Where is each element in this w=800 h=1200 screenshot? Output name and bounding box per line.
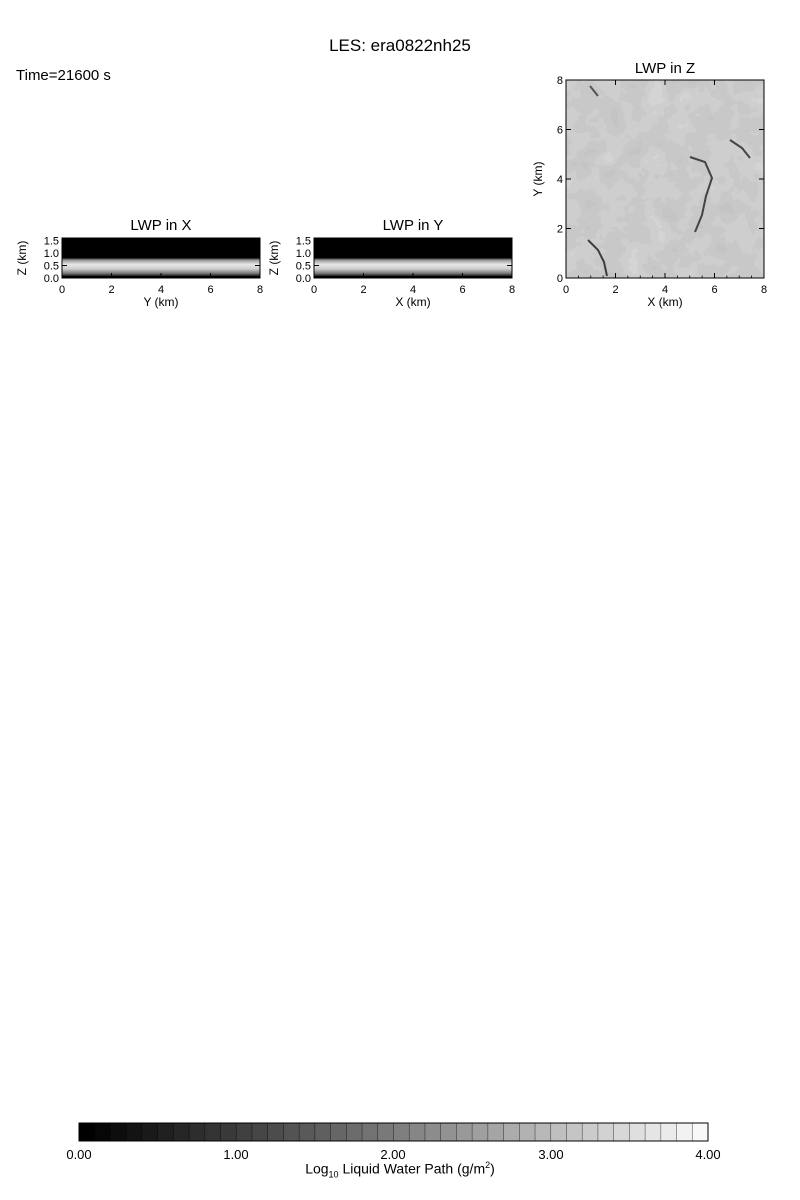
colorbar-step: [425, 1123, 441, 1141]
colorbar-step: [692, 1123, 708, 1141]
x-tick-label: 2: [360, 284, 367, 296]
colorbar-step: [378, 1123, 394, 1141]
x-tick-label: 4: [409, 284, 417, 296]
colorbar-label-subscript: 10: [328, 1169, 339, 1180]
panel-x-title: LWP in X: [130, 217, 192, 234]
colorbar-label-suffix: ): [490, 1160, 495, 1177]
colorbar-step: [661, 1123, 677, 1141]
x-tick-label: 4: [661, 284, 669, 296]
colorbar-step: [441, 1123, 457, 1141]
time-label: Time=21600 s: [16, 67, 111, 84]
colorbar-label-superscript: 2: [485, 1160, 491, 1170]
colorbar-step: [519, 1123, 535, 1141]
colorbar: [79, 1123, 709, 1141]
colorbar-step: [173, 1123, 189, 1141]
y-tick-label: 0.0: [43, 273, 59, 285]
colorbar-label-middle: Liquid Water Path (g/m: [338, 1160, 486, 1177]
y-tick-label: 0: [556, 273, 563, 285]
y-tick-label: 8: [556, 75, 563, 87]
panel-z: [531, 75, 767, 309]
colorbar-step: [221, 1123, 237, 1141]
colorbar-step: [614, 1123, 630, 1141]
colorbar-step: [598, 1123, 614, 1141]
y-tick-label: 4: [556, 174, 563, 186]
colorbar-step: [268, 1123, 284, 1141]
colorbar-step: [283, 1123, 299, 1141]
colorbar-tick: 1.00: [223, 1147, 249, 1162]
y-tick-label: 0.5: [43, 260, 59, 273]
x-tick-label: 8: [256, 284, 264, 296]
colorbar-tick: 3.00: [538, 1147, 564, 1162]
colorbar-step: [409, 1123, 425, 1141]
y-tick-label: 0.0: [295, 273, 311, 285]
y-axis-label: Y (km): [531, 161, 545, 197]
colorbar-step: [95, 1123, 111, 1141]
colorbar-step: [551, 1123, 567, 1141]
colorbar-step: [677, 1123, 693, 1141]
y-tick-label: 1.5: [43, 235, 59, 248]
x-tick-label: 4: [157, 284, 165, 296]
colorbar-label-prefix: Log: [305, 1160, 329, 1177]
colorbar-tick: 0.00: [66, 1147, 92, 1162]
panel-x: [15, 236, 263, 310]
colorbar-step: [488, 1123, 504, 1141]
colorbar-step: [456, 1123, 472, 1141]
colorbar-step: [566, 1123, 582, 1141]
x-tick-label: 6: [459, 284, 466, 296]
x-axis-label: X (km): [647, 295, 683, 309]
colorbar-step: [504, 1123, 520, 1141]
colorbar-step: [346, 1123, 362, 1141]
colorbar-step: [331, 1123, 347, 1141]
colorbar-step: [110, 1123, 126, 1141]
colorbar-step: [582, 1123, 598, 1141]
colorbar-step: [362, 1123, 378, 1141]
x-tick-label: 8: [760, 284, 768, 296]
y-tick-label: 2: [556, 223, 563, 236]
panel-z-title: LWP in Z: [634, 60, 696, 77]
colorbar-step: [299, 1123, 315, 1141]
x-tick-label: 0: [58, 284, 66, 296]
y-tick-label: 1.5: [295, 235, 311, 248]
colorbar-step: [394, 1123, 410, 1141]
y-tick-label: 0.5: [295, 260, 311, 273]
colorbar-step: [189, 1123, 205, 1141]
colorbar-step: [645, 1123, 661, 1141]
x-axis-label: X (km): [395, 295, 431, 309]
colorbar-step: [158, 1123, 174, 1141]
colorbar-step: [126, 1123, 142, 1141]
figure-title: LES: era0822nh25: [329, 36, 471, 55]
x-tick-label: 6: [207, 284, 214, 296]
colorbar-step: [315, 1123, 331, 1141]
x-tick-label: 8: [508, 284, 516, 296]
y-axis-label: Z (km): [267, 240, 281, 276]
y-tick-label: 1.0: [43, 248, 59, 260]
colorbar-step: [79, 1123, 95, 1141]
colorbar-tick: 4.00: [695, 1147, 721, 1162]
x-tick-label: 2: [612, 284, 619, 296]
colorbar-label: [0, 1160, 800, 1179]
colorbar-step: [629, 1123, 645, 1141]
y-axis-label: Z (km): [15, 240, 29, 276]
panel-y: [267, 236, 515, 310]
colorbar-step: [205, 1123, 221, 1141]
x-tick-label: 0: [310, 284, 318, 296]
x-tick-label: 2: [108, 284, 115, 296]
colorbar-step: [142, 1123, 158, 1141]
colorbar-step: [472, 1123, 488, 1141]
x-tick-label: 0: [562, 284, 570, 296]
colorbar-step: [535, 1123, 551, 1141]
y-tick-label: 6: [556, 124, 563, 137]
colorbar-step: [252, 1123, 268, 1141]
x-axis-label: Y (km): [143, 295, 179, 309]
y-tick-label: 1.0: [295, 248, 311, 260]
colorbar-step: [236, 1123, 252, 1141]
colorbar-tick: 2.00: [380, 1147, 406, 1162]
x-tick-label: 6: [711, 284, 718, 296]
panel-y-title: LWP in Y: [382, 217, 444, 234]
